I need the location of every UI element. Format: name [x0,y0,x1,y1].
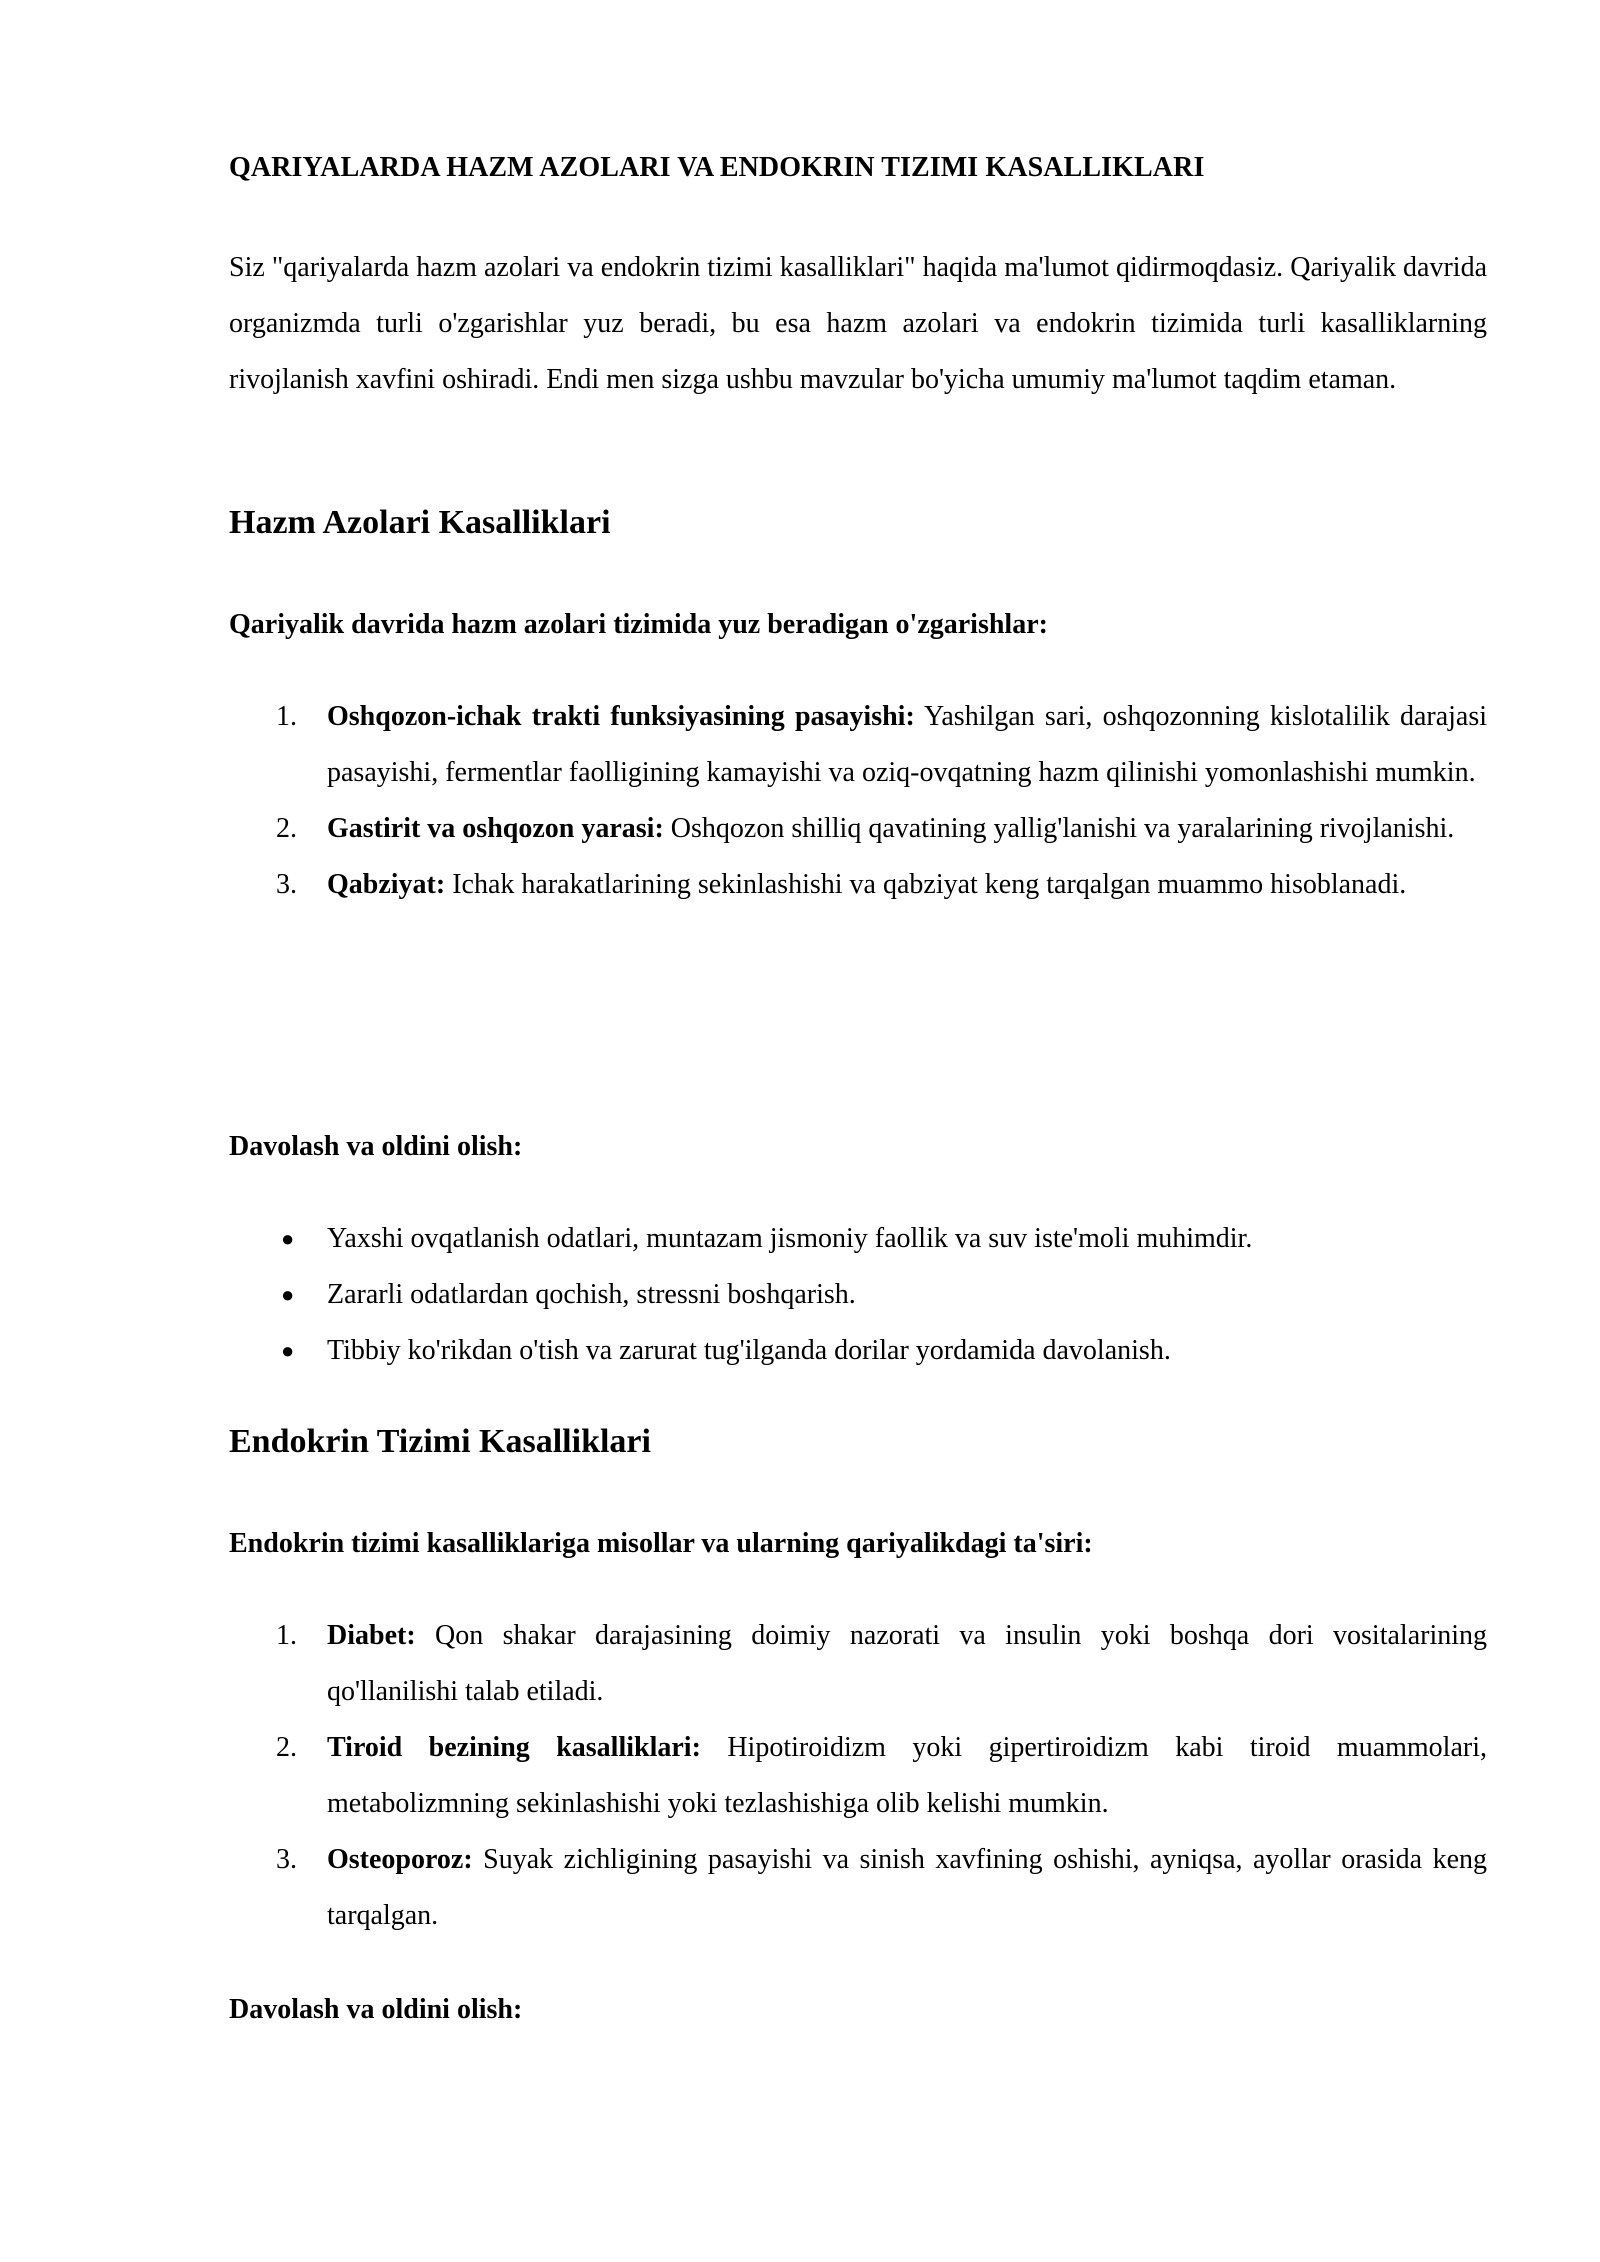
list-item [229,801,1487,857]
list-item-text: Suyak zichligining pasayishi va sinish xavfining oshishi, ayniqsa, ayollar orasida keng tarqalgan. [327,1844,1487,1931]
list-item [229,1720,1487,1832]
document-title: QARIYALARDA HAZM AZOLARI VA ENDOKRIN TIZIMI KASALLIKLARI [229,152,1205,183]
list-number: 3. [276,1844,297,1875]
list-item-term: Diabet: [327,1620,416,1651]
list-item-text: Tibbiy ko'rikdan o'tish va zarurat tug'ilganda dorilar yordamida davolanish. [327,1335,1171,1366]
section-heading-hazm: Hazm Azolari Kasalliklari [229,504,611,541]
list-item [229,1608,1487,1720]
hazm-numbered-list [229,689,1487,913]
list-item-text: Zararli odatlardan qochish, stressni boshqarish. [327,1279,856,1310]
subheading-endokrin-examples: Endokrin tizimi kasalliklariga misollar va ularning qariyalikdagi ta'siri: [229,1528,1093,1559]
list-item-text: Yaxshi ovqatlanish odatlari, muntazam jismoniy faollik va suv iste'moli muhimdir. [327,1223,1253,1254]
list-item [229,857,1487,913]
subheading-hazm-changes: Qariyalik davrida hazm azolari tizimida yuz beradigan o'zgarishlar: [229,609,1048,640]
bullet-icon: ● [281,1282,295,1307]
list-item [229,689,1487,801]
hazm-bullet-list [229,1211,1487,1379]
list-item-term: Qabziyat: [327,869,446,900]
list-item-term: Tiroid bezining kasalliklari: [327,1732,701,1763]
section-heading-endokrin: Endokrin Tizimi Kasalliklari [229,1423,651,1460]
subheading-endokrin-treatment: Davolash va oldini olish: [229,1994,523,2025]
list-item-text: Oshqozon shilliq qavatining yallig'lanishi va yaralarining rivojlanishi. [663,813,1455,844]
bullet-icon: ● [281,1338,295,1363]
subheading-hazm-treatment: Davolash va oldini olish: [229,1131,523,1162]
list-item [229,1267,1487,1323]
list-item-text: Hipotiroidizm yoki gipertiroidizm kabi tiroid muammolari, metabolizmning sekinlashishi yoki tezlashishiga olib kelishi mumkin. [327,1732,1487,1819]
list-number: 1. [276,701,297,732]
list-number: 2. [276,1732,297,1763]
list-item [229,1323,1487,1379]
list-item-text: Yashilgan sari, oshqozonning kislotalilik darajasi pasayishi, fermentlar faolligining kamayishi va oziq-ovqatning hazm qilinishi yomonlashishi mumkin. [327,701,1487,788]
list-item [229,1832,1487,1944]
intro-paragraph: Siz "qariyalarda hazm azolari va endokrin tizimi kasalliklari" haqida ma'lumot qidirmoqdasiz. Qariyalik davrida organizmda turli o'zgarishlar yuz beradi, bu esa hazm azolari va endokrin tizimida turli kasalliklarning rivojlanish xavfini oshiradi. Endi men sizga ushbu mavzular bo'yicha umumiy ma'lumot taqdim etaman. [229,252,1487,395]
list-item [229,1211,1487,1267]
list-item-term: Osteoporoz: [327,1844,473,1875]
bullet-icon: ● [281,1226,295,1251]
list-number: 2. [276,813,297,844]
list-item-term: Oshqozon-ichak trakti funksiyasining pasayishi: [327,701,915,732]
list-number: 1. [276,1620,297,1651]
list-item-term: Gastirit va oshqozon yarasi: [327,813,664,844]
endokrin-numbered-list [229,1608,1487,1944]
list-item-text: Qon shakar darajasining doimiy nazorati va insulin yoki boshqa dori vositalarining qo'llanilishi talab etiladi. [327,1620,1487,1707]
list-number: 3. [276,869,297,900]
list-item-text: Ichak harakatlarining sekinlashishi va qabziyat keng tarqalgan muammo hisoblanadi. [445,869,1407,900]
